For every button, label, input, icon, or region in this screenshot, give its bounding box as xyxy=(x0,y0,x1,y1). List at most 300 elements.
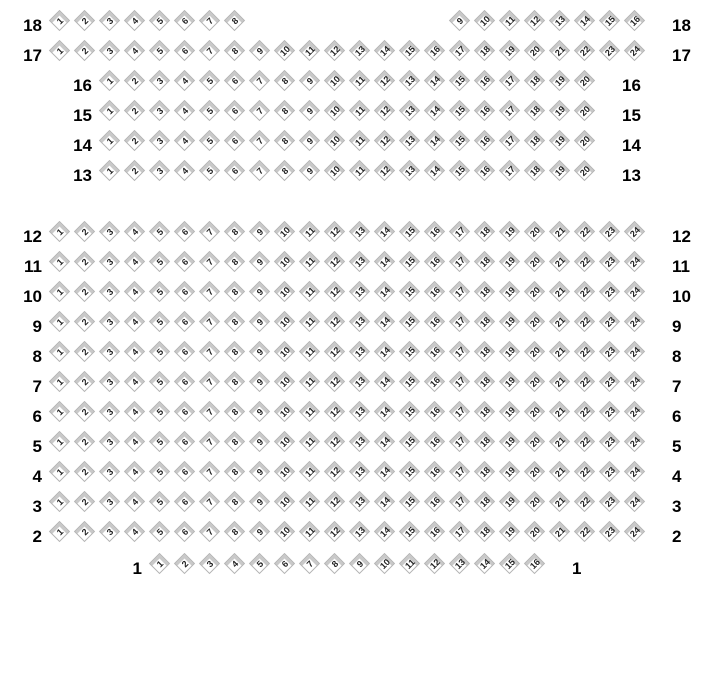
seat-row8-15[interactable] xyxy=(399,341,421,363)
seat-row1-6[interactable] xyxy=(274,553,296,575)
seat-row3-2[interactable] xyxy=(74,491,96,513)
seat-row17-23[interactable] xyxy=(599,40,621,62)
seat-row7-14[interactable] xyxy=(374,371,396,393)
seat-row11-13[interactable] xyxy=(349,251,371,273)
seat-row9-1[interactable] xyxy=(49,311,71,333)
seat-row13-5[interactable] xyxy=(199,160,221,182)
seat-row11-21[interactable] xyxy=(549,251,571,273)
seat-row13-19[interactable] xyxy=(549,160,571,182)
seat-row4-10[interactable] xyxy=(274,461,296,483)
seat-row12-6[interactable] xyxy=(174,221,196,243)
seat-row15-4[interactable] xyxy=(174,100,196,122)
seat-row9-11[interactable] xyxy=(299,311,321,333)
seat-row4-17[interactable] xyxy=(449,461,471,483)
seat-row12-15[interactable] xyxy=(399,221,421,243)
seat-row16-1[interactable] xyxy=(99,70,121,92)
seat-row7-8[interactable] xyxy=(224,371,246,393)
seat-row17-24[interactable] xyxy=(624,40,646,62)
seat-row2-22[interactable] xyxy=(574,521,596,543)
seat-row4-23[interactable] xyxy=(599,461,621,483)
seat-row15-7[interactable] xyxy=(249,100,271,122)
seat-row1-1[interactable] xyxy=(149,553,171,575)
seat-row9-5[interactable] xyxy=(149,311,171,333)
seat-row2-21[interactable] xyxy=(549,521,571,543)
seat-row7-11[interactable] xyxy=(299,371,321,393)
seat-row3-17[interactable] xyxy=(449,491,471,513)
seat-row9-21[interactable] xyxy=(549,311,571,333)
seat-row9-12[interactable] xyxy=(324,311,346,333)
seat-row10-24[interactable] xyxy=(624,281,646,303)
seat-row7-9[interactable] xyxy=(249,371,271,393)
seat-row9-15[interactable] xyxy=(399,311,421,333)
seat-row13-20[interactable] xyxy=(574,160,596,182)
seat-row1-13[interactable] xyxy=(449,553,471,575)
seat-row3-8[interactable] xyxy=(224,491,246,513)
seat-row2-18[interactable] xyxy=(474,521,496,543)
seat-row13-10[interactable] xyxy=(324,160,346,182)
seat-row17-2[interactable] xyxy=(74,40,96,62)
seat-row7-17[interactable] xyxy=(449,371,471,393)
seat-row4-7[interactable] xyxy=(199,461,221,483)
seat-row16-15[interactable] xyxy=(449,70,471,92)
seat-row1-2[interactable] xyxy=(174,553,196,575)
seat-row4-4[interactable] xyxy=(124,461,146,483)
seat-row18-8[interactable] xyxy=(224,10,246,32)
seat-row15-15[interactable] xyxy=(449,100,471,122)
seat-row11-20[interactable] xyxy=(524,251,546,273)
seat-row10-23[interactable] xyxy=(599,281,621,303)
seat-row11-1[interactable] xyxy=(49,251,71,273)
seat-row9-22[interactable] xyxy=(574,311,596,333)
seat-row10-12[interactable] xyxy=(324,281,346,303)
seat-row4-11[interactable] xyxy=(299,461,321,483)
seat-row15-9[interactable] xyxy=(299,100,321,122)
seat-row12-22[interactable] xyxy=(574,221,596,243)
seat-row14-2[interactable] xyxy=(124,130,146,152)
seat-row10-2[interactable] xyxy=(74,281,96,303)
seat-row6-6[interactable] xyxy=(174,401,196,423)
seat-row2-10[interactable] xyxy=(274,521,296,543)
seat-row10-11[interactable] xyxy=(299,281,321,303)
seat-row1-14[interactable] xyxy=(474,553,496,575)
seat-row10-9[interactable] xyxy=(249,281,271,303)
seat-row8-7[interactable] xyxy=(199,341,221,363)
seat-row11-24[interactable] xyxy=(624,251,646,273)
seat-row10-16[interactable] xyxy=(424,281,446,303)
seat-row8-2[interactable] xyxy=(74,341,96,363)
seat-row5-16[interactable] xyxy=(424,431,446,453)
seat-row11-7[interactable] xyxy=(199,251,221,273)
seat-row10-5[interactable] xyxy=(149,281,171,303)
seat-row4-1[interactable] xyxy=(49,461,71,483)
seat-row15-13[interactable] xyxy=(399,100,421,122)
seat-row5-24[interactable] xyxy=(624,431,646,453)
seat-row11-6[interactable] xyxy=(174,251,196,273)
seat-row3-13[interactable] xyxy=(349,491,371,513)
seat-row18-14[interactable] xyxy=(574,10,596,32)
seat-row15-2[interactable] xyxy=(124,100,146,122)
seat-row5-2[interactable] xyxy=(74,431,96,453)
seat-row7-21[interactable] xyxy=(549,371,571,393)
seat-row10-20[interactable] xyxy=(524,281,546,303)
seat-row12-10[interactable] xyxy=(274,221,296,243)
seat-row9-2[interactable] xyxy=(74,311,96,333)
seat-row16-9[interactable] xyxy=(299,70,321,92)
seat-row17-19[interactable] xyxy=(499,40,521,62)
seat-row17-8[interactable] xyxy=(224,40,246,62)
seat-row9-9[interactable] xyxy=(249,311,271,333)
seat-row7-1[interactable] xyxy=(49,371,71,393)
seat-row18-11[interactable] xyxy=(499,10,521,32)
seat-row7-18[interactable] xyxy=(474,371,496,393)
seat-row3-9[interactable] xyxy=(249,491,271,513)
seat-row1-16[interactable] xyxy=(524,553,546,575)
seat-row14-5[interactable] xyxy=(199,130,221,152)
seat-row3-3[interactable] xyxy=(99,491,121,513)
seat-row7-22[interactable] xyxy=(574,371,596,393)
seat-row6-4[interactable] xyxy=(124,401,146,423)
seat-row8-12[interactable] xyxy=(324,341,346,363)
seat-row1-10[interactable] xyxy=(374,553,396,575)
seat-row1-4[interactable] xyxy=(224,553,246,575)
seat-row15-10[interactable] xyxy=(324,100,346,122)
seat-row6-21[interactable] xyxy=(549,401,571,423)
seat-row16-11[interactable] xyxy=(349,70,371,92)
seat-row16-6[interactable] xyxy=(224,70,246,92)
seat-row4-3[interactable] xyxy=(99,461,121,483)
seat-row16-2[interactable] xyxy=(124,70,146,92)
seat-row13-14[interactable] xyxy=(424,160,446,182)
seat-row13-9[interactable] xyxy=(299,160,321,182)
seat-row2-17[interactable] xyxy=(449,521,471,543)
seat-row2-9[interactable] xyxy=(249,521,271,543)
seat-row6-12[interactable] xyxy=(324,401,346,423)
seat-row6-15[interactable] xyxy=(399,401,421,423)
seat-row2-23[interactable] xyxy=(599,521,621,543)
seat-row17-18[interactable] xyxy=(474,40,496,62)
seat-row4-8[interactable] xyxy=(224,461,246,483)
seat-row12-23[interactable] xyxy=(599,221,621,243)
seat-row15-16[interactable] xyxy=(474,100,496,122)
seat-row9-23[interactable] xyxy=(599,311,621,333)
seat-row4-14[interactable] xyxy=(374,461,396,483)
seat-row5-13[interactable] xyxy=(349,431,371,453)
seat-row8-10[interactable] xyxy=(274,341,296,363)
seat-row8-8[interactable] xyxy=(224,341,246,363)
seat-row13-6[interactable] xyxy=(224,160,246,182)
seat-row5-19[interactable] xyxy=(499,431,521,453)
seat-row6-9[interactable] xyxy=(249,401,271,423)
seat-row18-5[interactable] xyxy=(149,10,171,32)
seat-row17-17[interactable] xyxy=(449,40,471,62)
seat-row16-3[interactable] xyxy=(149,70,171,92)
seat-row18-6[interactable] xyxy=(174,10,196,32)
seat-row11-17[interactable] xyxy=(449,251,471,273)
seat-row9-6[interactable] xyxy=(174,311,196,333)
seat-row2-5[interactable] xyxy=(149,521,171,543)
seat-row6-24[interactable] xyxy=(624,401,646,423)
seat-row15-18[interactable] xyxy=(524,100,546,122)
seat-row13-15[interactable] xyxy=(449,160,471,182)
seat-row16-18[interactable] xyxy=(524,70,546,92)
seat-row3-15[interactable] xyxy=(399,491,421,513)
seat-row16-19[interactable] xyxy=(549,70,571,92)
seat-row2-11[interactable] xyxy=(299,521,321,543)
seat-row11-11[interactable] xyxy=(299,251,321,273)
seat-row13-11[interactable] xyxy=(349,160,371,182)
seat-row5-15[interactable] xyxy=(399,431,421,453)
seat-row6-3[interactable] xyxy=(99,401,121,423)
seat-row11-14[interactable] xyxy=(374,251,396,273)
seat-row1-12[interactable] xyxy=(424,553,446,575)
seat-row3-22[interactable] xyxy=(574,491,596,513)
seat-row17-13[interactable] xyxy=(349,40,371,62)
seat-row11-5[interactable] xyxy=(149,251,171,273)
seat-row14-6[interactable] xyxy=(224,130,246,152)
seat-row7-5[interactable] xyxy=(149,371,171,393)
seat-row8-13[interactable] xyxy=(349,341,371,363)
seat-row8-14[interactable] xyxy=(374,341,396,363)
seat-row9-19[interactable] xyxy=(499,311,521,333)
seat-row4-20[interactable] xyxy=(524,461,546,483)
seat-row13-17[interactable] xyxy=(499,160,521,182)
seat-row13-12[interactable] xyxy=(374,160,396,182)
seat-row6-20[interactable] xyxy=(524,401,546,423)
seat-row5-10[interactable] xyxy=(274,431,296,453)
seat-row5-17[interactable] xyxy=(449,431,471,453)
seat-row7-20[interactable] xyxy=(524,371,546,393)
seat-row10-8[interactable] xyxy=(224,281,246,303)
seat-row8-24[interactable] xyxy=(624,341,646,363)
seat-row5-4[interactable] xyxy=(124,431,146,453)
seat-row16-5[interactable] xyxy=(199,70,221,92)
seat-row12-16[interactable] xyxy=(424,221,446,243)
seat-row3-7[interactable] xyxy=(199,491,221,513)
seat-row10-7[interactable] xyxy=(199,281,221,303)
seat-row16-20[interactable] xyxy=(574,70,596,92)
seat-row13-4[interactable] xyxy=(174,160,196,182)
seat-row9-10[interactable] xyxy=(274,311,296,333)
seat-row7-24[interactable] xyxy=(624,371,646,393)
seat-row14-10[interactable] xyxy=(324,130,346,152)
seat-row7-4[interactable] xyxy=(124,371,146,393)
seat-row12-13[interactable] xyxy=(349,221,371,243)
seat-row11-16[interactable] xyxy=(424,251,446,273)
seat-row17-10[interactable] xyxy=(274,40,296,62)
seat-row6-16[interactable] xyxy=(424,401,446,423)
seat-row2-16[interactable] xyxy=(424,521,446,543)
seat-row4-6[interactable] xyxy=(174,461,196,483)
seat-row14-12[interactable] xyxy=(374,130,396,152)
seat-row16-8[interactable] xyxy=(274,70,296,92)
seat-row10-15[interactable] xyxy=(399,281,421,303)
seat-row5-11[interactable] xyxy=(299,431,321,453)
seat-row15-3[interactable] xyxy=(149,100,171,122)
seat-row15-6[interactable] xyxy=(224,100,246,122)
seat-row7-7[interactable] xyxy=(199,371,221,393)
seat-row10-10[interactable] xyxy=(274,281,296,303)
seat-row2-12[interactable] xyxy=(324,521,346,543)
seat-row18-1[interactable] xyxy=(49,10,71,32)
seat-row11-10[interactable] xyxy=(274,251,296,273)
seat-row11-18[interactable] xyxy=(474,251,496,273)
seat-row4-15[interactable] xyxy=(399,461,421,483)
seat-row7-23[interactable] xyxy=(599,371,621,393)
seat-row7-12[interactable] xyxy=(324,371,346,393)
seat-row17-21[interactable] xyxy=(549,40,571,62)
seat-row3-21[interactable] xyxy=(549,491,571,513)
seat-row2-24[interactable] xyxy=(624,521,646,543)
seat-row18-15[interactable] xyxy=(599,10,621,32)
seat-row14-19[interactable] xyxy=(549,130,571,152)
seat-row8-21[interactable] xyxy=(549,341,571,363)
seat-row5-14[interactable] xyxy=(374,431,396,453)
seat-row4-2[interactable] xyxy=(74,461,96,483)
seat-row16-16[interactable] xyxy=(474,70,496,92)
seat-row14-14[interactable] xyxy=(424,130,446,152)
seat-row2-7[interactable] xyxy=(199,521,221,543)
seat-row9-24[interactable] xyxy=(624,311,646,333)
seat-row7-19[interactable] xyxy=(499,371,521,393)
seat-row18-16[interactable] xyxy=(624,10,646,32)
seat-row18-2[interactable] xyxy=(74,10,96,32)
seat-row17-6[interactable] xyxy=(174,40,196,62)
seat-row8-11[interactable] xyxy=(299,341,321,363)
seat-row18-3[interactable] xyxy=(99,10,121,32)
seat-row15-19[interactable] xyxy=(549,100,571,122)
seat-row11-8[interactable] xyxy=(224,251,246,273)
seat-row8-4[interactable] xyxy=(124,341,146,363)
seat-row12-24[interactable] xyxy=(624,221,646,243)
seat-row5-6[interactable] xyxy=(174,431,196,453)
seat-row5-1[interactable] xyxy=(49,431,71,453)
seat-row3-6[interactable] xyxy=(174,491,196,513)
seat-row13-16[interactable] xyxy=(474,160,496,182)
seat-row3-14[interactable] xyxy=(374,491,396,513)
seat-row11-3[interactable] xyxy=(99,251,121,273)
seat-row13-1[interactable] xyxy=(99,160,121,182)
seat-row17-1[interactable] xyxy=(49,40,71,62)
seat-row6-2[interactable] xyxy=(74,401,96,423)
seat-row2-20[interactable] xyxy=(524,521,546,543)
seat-row13-13[interactable] xyxy=(399,160,421,182)
seat-row11-19[interactable] xyxy=(499,251,521,273)
seat-row10-19[interactable] xyxy=(499,281,521,303)
seat-row7-3[interactable] xyxy=(99,371,121,393)
seat-row3-20[interactable] xyxy=(524,491,546,513)
seat-row8-16[interactable] xyxy=(424,341,446,363)
seat-row3-23[interactable] xyxy=(599,491,621,513)
seat-row12-7[interactable] xyxy=(199,221,221,243)
seat-row12-20[interactable] xyxy=(524,221,546,243)
seat-row14-1[interactable] xyxy=(99,130,121,152)
seat-row14-13[interactable] xyxy=(399,130,421,152)
seat-row5-9[interactable] xyxy=(249,431,271,453)
seat-row12-5[interactable] xyxy=(149,221,171,243)
seat-row8-23[interactable] xyxy=(599,341,621,363)
seat-row9-14[interactable] xyxy=(374,311,396,333)
seat-row1-15[interactable] xyxy=(499,553,521,575)
seat-row3-19[interactable] xyxy=(499,491,521,513)
seat-row4-19[interactable] xyxy=(499,461,521,483)
seat-row10-22[interactable] xyxy=(574,281,596,303)
seat-row3-5[interactable] xyxy=(149,491,171,513)
seat-row12-8[interactable] xyxy=(224,221,246,243)
seat-row11-2[interactable] xyxy=(74,251,96,273)
seat-row12-11[interactable] xyxy=(299,221,321,243)
seat-row11-22[interactable] xyxy=(574,251,596,273)
seat-row17-7[interactable] xyxy=(199,40,221,62)
seat-row1-7[interactable] xyxy=(299,553,321,575)
seat-row6-19[interactable] xyxy=(499,401,521,423)
seat-row5-18[interactable] xyxy=(474,431,496,453)
seat-row6-22[interactable] xyxy=(574,401,596,423)
seat-row13-7[interactable] xyxy=(249,160,271,182)
seat-row18-12[interactable] xyxy=(524,10,546,32)
seat-row13-8[interactable] xyxy=(274,160,296,182)
seat-row5-20[interactable] xyxy=(524,431,546,453)
seat-row13-18[interactable] xyxy=(524,160,546,182)
seat-row10-1[interactable] xyxy=(49,281,71,303)
seat-row13-3[interactable] xyxy=(149,160,171,182)
seat-row4-9[interactable] xyxy=(249,461,271,483)
seat-row14-7[interactable] xyxy=(249,130,271,152)
seat-row2-15[interactable] xyxy=(399,521,421,543)
seat-row12-19[interactable] xyxy=(499,221,521,243)
seat-row9-13[interactable] xyxy=(349,311,371,333)
seat-row6-1[interactable] xyxy=(49,401,71,423)
seat-row10-17[interactable] xyxy=(449,281,471,303)
seat-row4-13[interactable] xyxy=(349,461,371,483)
seat-row3-18[interactable] xyxy=(474,491,496,513)
seat-row12-1[interactable] xyxy=(49,221,71,243)
seat-row9-4[interactable] xyxy=(124,311,146,333)
seat-row15-8[interactable] xyxy=(274,100,296,122)
seat-row12-4[interactable] xyxy=(124,221,146,243)
seat-row6-10[interactable] xyxy=(274,401,296,423)
seat-row3-4[interactable] xyxy=(124,491,146,513)
seat-row10-4[interactable] xyxy=(124,281,146,303)
seat-row17-20[interactable] xyxy=(524,40,546,62)
seat-row9-16[interactable] xyxy=(424,311,446,333)
seat-row17-22[interactable] xyxy=(574,40,596,62)
seat-row14-8[interactable] xyxy=(274,130,296,152)
seat-row5-3[interactable] xyxy=(99,431,121,453)
seat-row4-21[interactable] xyxy=(549,461,571,483)
seat-row1-11[interactable] xyxy=(399,553,421,575)
seat-row12-18[interactable] xyxy=(474,221,496,243)
seat-row12-3[interactable] xyxy=(99,221,121,243)
seat-row8-5[interactable] xyxy=(149,341,171,363)
seat-row10-13[interactable] xyxy=(349,281,371,303)
seat-row14-17[interactable] xyxy=(499,130,521,152)
seat-row4-5[interactable] xyxy=(149,461,171,483)
seat-row7-2[interactable] xyxy=(74,371,96,393)
seat-row3-10[interactable] xyxy=(274,491,296,513)
seat-row6-5[interactable] xyxy=(149,401,171,423)
seat-row9-20[interactable] xyxy=(524,311,546,333)
seat-row5-8[interactable] xyxy=(224,431,246,453)
seat-row15-20[interactable] xyxy=(574,100,596,122)
seat-row7-13[interactable] xyxy=(349,371,371,393)
seat-row10-3[interactable] xyxy=(99,281,121,303)
seat-row9-3[interactable] xyxy=(99,311,121,333)
seat-row9-18[interactable] xyxy=(474,311,496,333)
seat-row10-18[interactable] xyxy=(474,281,496,303)
seat-row8-20[interactable] xyxy=(524,341,546,363)
seat-row17-15[interactable] xyxy=(399,40,421,62)
seat-row1-5[interactable] xyxy=(249,553,271,575)
